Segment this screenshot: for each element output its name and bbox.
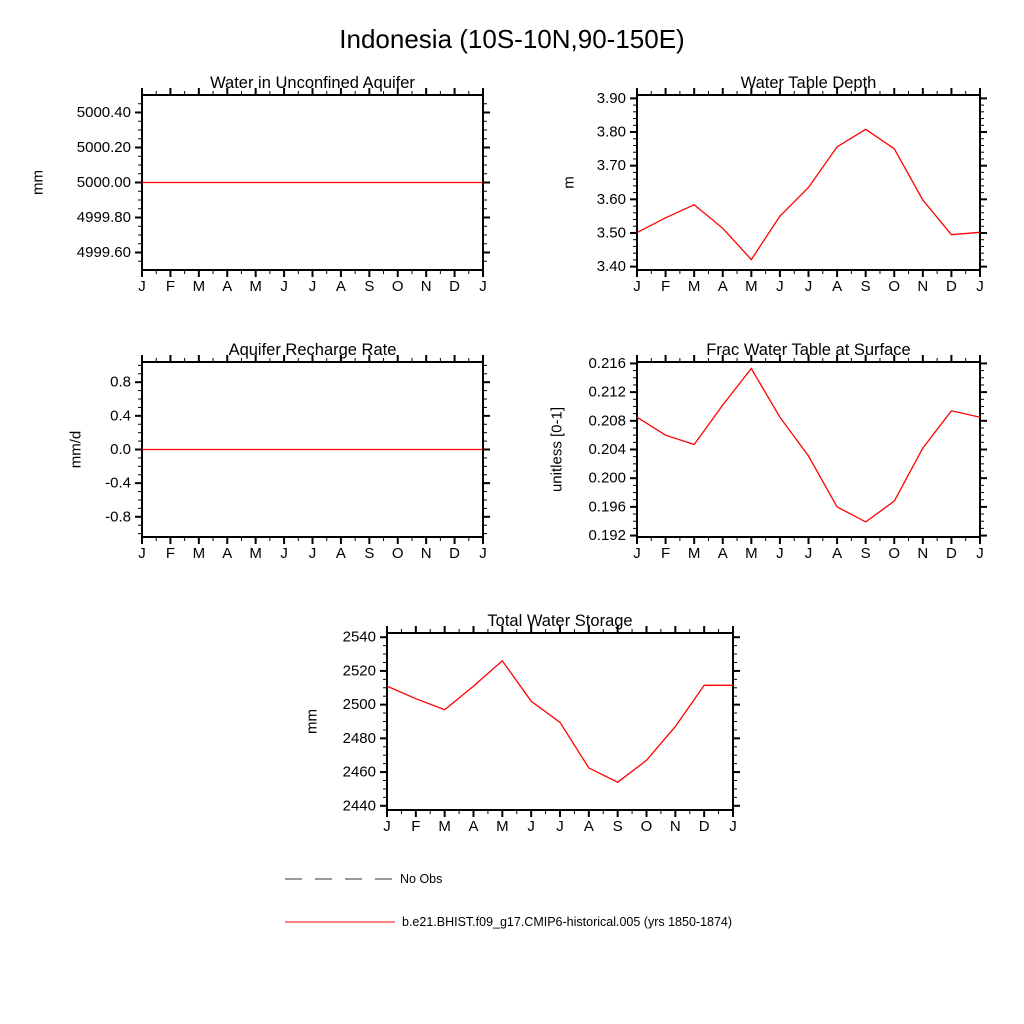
x-tick-label: N [917, 545, 929, 562]
y-tick-label: 0.0 [110, 441, 131, 458]
x-tick-label: O [391, 545, 404, 562]
x-tick-label: S [860, 278, 871, 295]
x-tick-label: A [335, 278, 346, 295]
y-axis-label-mm-2: mm [303, 709, 321, 734]
y-tick-label: 3.40 [596, 258, 626, 276]
y-tick-label: 3.50 [596, 224, 626, 242]
y-axis-label-mm-per-day: mm/d [67, 430, 85, 469]
panel-title-water-table-depth: Water Table Depth [740, 74, 877, 92]
x-tick-label: J [308, 545, 317, 562]
x-tick-label: J [308, 278, 317, 295]
y-tick-label: 0.192 [588, 527, 626, 545]
x-tick-label: J [976, 278, 984, 295]
panel-frac-water-table-at-surface [588, 355, 987, 562]
y-tick-label: 0.196 [588, 498, 626, 516]
x-tick-label: J [729, 818, 737, 835]
x-tick-label: S [364, 545, 375, 562]
y-tick-label: 0.212 [588, 383, 626, 401]
x-tick-label: N [420, 278, 432, 295]
x-tick-label: A [222, 278, 233, 295]
x-tick-label: A [717, 545, 728, 562]
x-tick-label: N [917, 278, 929, 295]
x-tick-label: D [698, 818, 710, 835]
panel-title-water-in-unconfined-aquifer: Water in Unconfined Aquifer [210, 74, 415, 92]
x-tick-label: O [391, 278, 404, 295]
x-tick-label: M [496, 818, 509, 835]
y-tick-label: 4999.60 [76, 244, 131, 261]
y-tick-label: 3.60 [596, 190, 626, 208]
x-tick-label: J [479, 545, 487, 562]
x-tick-label: M [192, 545, 206, 562]
x-tick-label: M [687, 278, 701, 295]
x-tick-label: O [888, 545, 901, 562]
x-tick-label: F [660, 545, 671, 562]
y-tick-label: 3.90 [596, 89, 626, 107]
panel-water-table-depth [597, 88, 987, 295]
x-tick-label: A [222, 545, 233, 562]
y-tick-label: 2460 [342, 763, 376, 781]
x-tick-label: M [745, 278, 758, 295]
x-tick-label: F [165, 545, 176, 562]
x-tick-label: F [165, 278, 176, 295]
panel-water-in-unconfined-aquifer [77, 88, 490, 295]
legend-series-label: b.e21.BHIST.f09_g17.CMIP6-historical.005 (yrs 1850-1874) [402, 915, 733, 929]
series-line [637, 129, 980, 259]
y-axis-label-unitless: unitless [0-1] [548, 406, 566, 493]
y-tick-label: 0.4 [110, 407, 131, 425]
plot-frame [637, 95, 980, 270]
x-tick-label: N [420, 545, 432, 562]
x-tick-label: S [364, 278, 375, 295]
y-tick-label: 5000.20 [76, 139, 131, 156]
x-tick-label: D [945, 278, 957, 295]
panel-title-frac-water-table-at-surface: Frac Water Table at Surface [706, 341, 911, 359]
page-title: Indonesia (10S-10N,90-150E) [339, 24, 685, 54]
series-line [637, 369, 980, 522]
panel-title-aquifer-recharge-rate: Aquifer Recharge Rate [228, 341, 397, 359]
legend-no-obs-label: No Obs [400, 872, 443, 886]
x-tick-label: M [192, 278, 206, 295]
x-tick-label: J [776, 545, 784, 562]
y-tick-label: 2520 [342, 662, 376, 680]
x-tick-label: J [804, 278, 813, 295]
x-tick-label: D [945, 545, 957, 562]
y-tick-label: -0.8 [105, 508, 131, 526]
y-tick-label: 2440 [342, 797, 376, 815]
y-tick-label: 0.216 [588, 354, 626, 372]
plot-frame [637, 362, 980, 537]
panel-title-total-water-storage: Total Water Storage [487, 612, 633, 630]
panel-aquifer-recharge-rate [105, 355, 490, 562]
y-tick-label: 0.208 [588, 412, 626, 430]
x-tick-label: M [687, 545, 701, 562]
x-tick-label: J [383, 818, 391, 835]
x-tick-label: M [438, 818, 451, 835]
panel-total-water-storage [343, 626, 740, 835]
x-tick-label: J [633, 278, 641, 295]
x-tick-label: J [633, 545, 641, 562]
legend [285, 872, 732, 929]
y-tick-label: 2500 [342, 696, 376, 714]
x-tick-label: J [804, 545, 813, 562]
y-axis-label-mm-1: mm [29, 170, 47, 195]
x-tick-label: A [717, 278, 728, 295]
x-tick-label: J [776, 278, 784, 295]
x-tick-label: A [468, 818, 479, 835]
y-tick-label: 0.204 [588, 441, 626, 458]
x-tick-label: S [860, 545, 871, 562]
x-tick-label: D [449, 545, 461, 562]
y-tick-label: -0.4 [105, 474, 131, 492]
x-tick-label: D [449, 278, 461, 295]
x-tick-label: J [138, 545, 146, 562]
y-tick-label: 0.8 [110, 373, 131, 391]
series-line [387, 661, 733, 782]
y-axis-label-m: m [560, 176, 578, 189]
x-tick-label: N [669, 818, 681, 835]
x-tick-label: A [583, 818, 594, 835]
x-tick-label: O [640, 818, 653, 835]
y-tick-label: 2480 [342, 729, 376, 747]
y-tick-label: 2540 [342, 628, 376, 646]
x-tick-label: J [280, 545, 288, 562]
x-tick-label: A [832, 278, 843, 295]
y-tick-label: 5000.40 [76, 104, 131, 121]
x-tick-label: F [411, 818, 421, 835]
x-tick-label: J [976, 545, 984, 562]
y-tick-label: 4999.80 [76, 209, 131, 226]
x-tick-label: M [745, 545, 758, 562]
y-tick-label: 0.200 [588, 469, 626, 487]
x-tick-label: M [249, 278, 262, 295]
y-tick-label: 3.80 [596, 123, 626, 141]
x-tick-label: A [335, 545, 346, 562]
y-tick-label: 3.70 [596, 157, 626, 175]
x-tick-label: S [612, 818, 623, 835]
x-tick-label: A [832, 545, 843, 562]
x-tick-label: O [888, 278, 901, 295]
x-tick-label: J [280, 278, 288, 295]
y-tick-label: 5000.00 [76, 174, 131, 191]
x-tick-label: J [527, 818, 535, 835]
x-tick-label: J [479, 278, 487, 295]
x-tick-label: J [556, 818, 564, 835]
x-tick-label: J [138, 278, 146, 295]
x-tick-label: M [249, 545, 262, 562]
x-tick-label: F [660, 278, 671, 295]
